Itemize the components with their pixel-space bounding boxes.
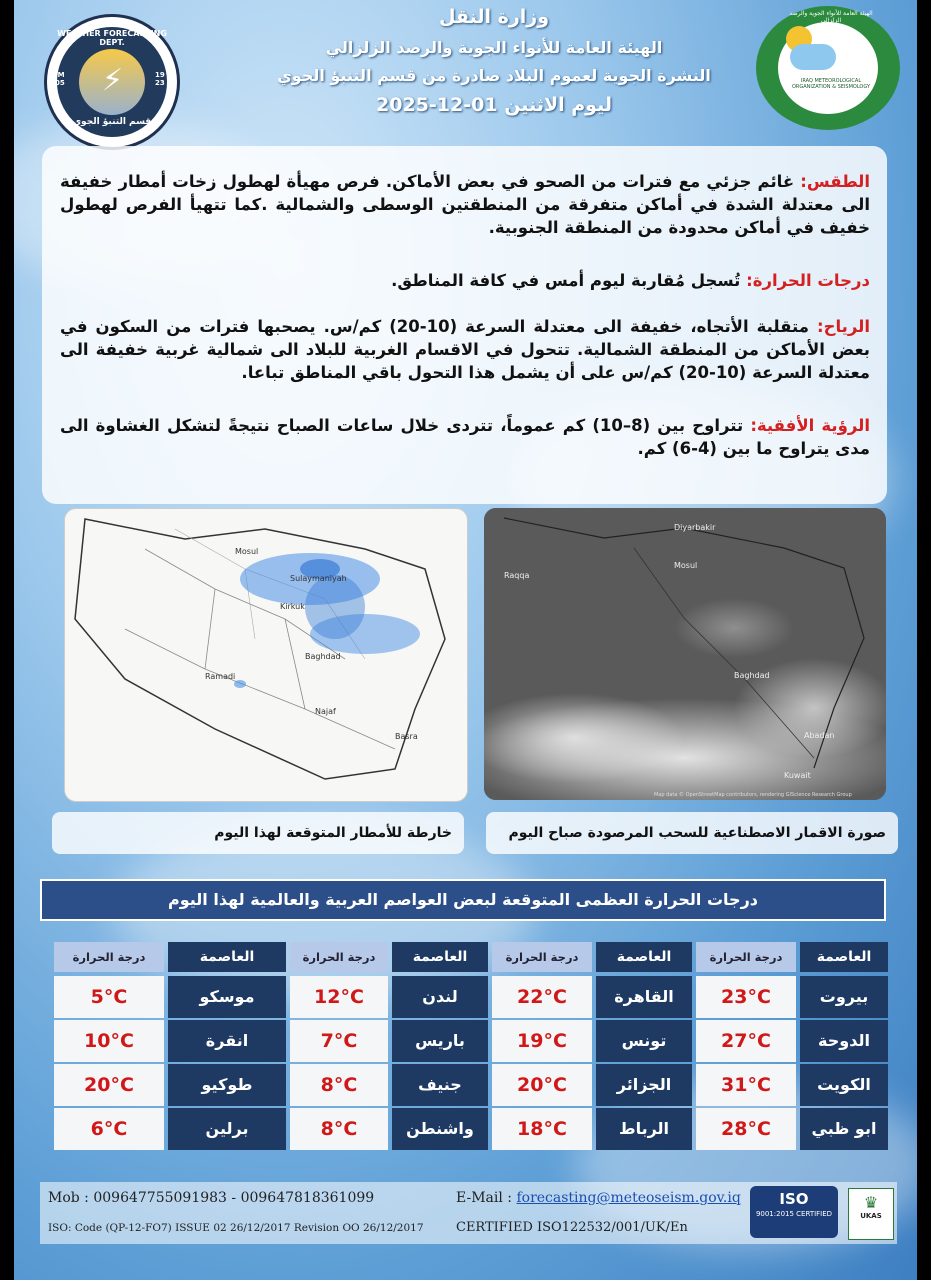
visibility-paragraph [60, 414, 870, 460]
temperature-header: درجة الحرارة [54, 942, 164, 972]
capital-name: باريس [392, 1020, 488, 1062]
iso-badge [750, 1186, 838, 1238]
rain-forecast-map [64, 508, 468, 802]
capital-name: الرباط [596, 1108, 692, 1150]
email-link[interactable]: forecasting@meteoseism.gov.iq [516, 1190, 741, 1206]
capital-name: طوكيو [168, 1064, 286, 1106]
sat-credit: Map data © OpenStreetMap contributors, rendering GIScience Research Group [654, 792, 852, 798]
sat-map-label: Kuwait [784, 771, 811, 780]
crown-icon: ♛ [863, 1193, 879, 1212]
temperature-header: درجة الحرارة [696, 942, 796, 972]
temperature-header: درجة الحرارة [492, 942, 592, 972]
wind-text: متقلبة الأتجاه، خفيفة الى معتدلة السرعة (10-20) كم/س. يصحبها فترات من السكون في بعض الأماكن من المنطقة الشمالية. تتحول في الاقسام الغربية للبلاد الى شمالية غربية خفيفة الى معتدلة السرعة (10-20) كم/س على أن يشمل هذا التحول باقي المناطق تباعا. [60, 317, 870, 382]
capital-temperature: 27°C [696, 1020, 796, 1062]
email-label: E-Mail : [456, 1190, 517, 1206]
capital-temperature: 18°C [492, 1108, 592, 1150]
rain-map-label: Sulaymaniyah [290, 574, 347, 583]
iso-code: ISO: Code (QP-12-FO7) ISSUE 02 26/12/2017 Revision OO 26/12/2017 [48, 1222, 424, 1234]
weather-text: غائم جزئي مع فترات من الصحو في بعض الأماكن. فرص مهيأة لهطول زخات أمطار خفيفة الى معتدلة الشدة في أماكن متفرقة من المنطقتين الوسطى والشمالية .كما تتهيأ الفرص لهطول خفيف في أماكن محدودة من المنطقة الجنوبية. [60, 172, 870, 237]
temperature-paragraph [60, 269, 870, 292]
capital-temperature: 31°C [696, 1064, 796, 1106]
capital-header: العاصمة [392, 942, 488, 972]
capital-temperature: 5°C [54, 976, 164, 1018]
ukas-logo [848, 1188, 894, 1240]
capital-temperature: 7°C [290, 1020, 388, 1062]
rain-map-caption: خارطة للأمطار المتوقعة لهذا اليوم [52, 812, 464, 854]
logo-year-b: 19 23 [155, 71, 165, 87]
bulletin-source: النشرة الجوية لعموم البلاد صادرة من قسم التنبؤ الجوي [277, 66, 711, 85]
logo-left-title: WEATHER FORECASTING DEPT. [57, 29, 167, 47]
capital-name: برلين [168, 1108, 286, 1150]
capital-temperature: 22°C [492, 976, 592, 1018]
capital-name: الدوحة [800, 1020, 888, 1062]
email-line [456, 1190, 741, 1206]
bulletin-date: ليوم الاثنين 01-12-2025 [376, 94, 612, 116]
capital-temperature: 10°C [54, 1020, 164, 1062]
capital-temperature: 28°C [696, 1108, 796, 1150]
logo-year-a: IM 05 [55, 71, 65, 87]
ministry-name: وزارة النقل [438, 6, 550, 28]
sat-map-label: Diyarbakir [674, 523, 716, 532]
capital-temperature: 23°C [696, 976, 796, 1018]
capital-temperature: 12°C [290, 976, 388, 1018]
capital-name: ابو ظبي [800, 1108, 888, 1150]
temperature-label: درجات الحرارة: [746, 271, 870, 290]
rain-map-label: Mosul [235, 547, 259, 556]
capital-name: انقرة [168, 1020, 286, 1062]
temperature-text: تُسجل مُقاربة ليوم أمس في كافة المناطق. [391, 271, 747, 290]
rain-map-label: Kirkuk [280, 602, 305, 611]
ukas-text: UKAS [860, 1212, 882, 1220]
cloud-icon [790, 44, 836, 70]
meteorological-org-logo [756, 6, 900, 130]
capital-name: موسكو [168, 976, 286, 1018]
sat-map-label: Raqqa [504, 571, 530, 580]
capital-name: القاهرة [596, 976, 692, 1018]
capital-temperature: 19°C [492, 1020, 592, 1062]
weather-paragraph [60, 170, 870, 239]
logo-right-org: IRAQ METEOROLOGICAL ORGANIZATION & SEISMOLOGY [791, 78, 871, 90]
iso-badge-sub: 9001:2015 CERTIFIED [755, 1210, 833, 1218]
capital-name: بيروت [800, 976, 888, 1018]
weather-label: الطقس: [800, 172, 870, 191]
capital-name: الجزائر [596, 1064, 692, 1106]
capital-name: لندن [392, 976, 488, 1018]
wind-label: الرياح: [817, 317, 870, 336]
capital-temperature: 6°C [54, 1108, 164, 1150]
wind-paragraph [60, 315, 870, 384]
rain-map-label: Baghdad [305, 652, 341, 661]
visibility-text: تتراوح بين (8–10) كم عموماً، تتردى خلال ساعات الصباح نتيجةً لتشكل الغشاوة الى مدى يتراوح ما بين (4-6) كم. [60, 416, 870, 458]
capital-name: جنيف [392, 1064, 488, 1106]
footer [40, 1182, 897, 1244]
capital-name: تونس [596, 1020, 692, 1062]
temperature-table-title: درجات الحرارة العظمى المتوقعة لبعض العواصم العربية والعالمية لهذا اليوم [40, 879, 886, 921]
capital-header: العاصمة [168, 942, 286, 972]
satellite-caption: صورة الاقمار الاصطناعية للسحب المرصودة صباح اليوم [486, 812, 898, 854]
sat-map-label: Abadan [804, 731, 835, 740]
rain-map-label: Basra [395, 732, 418, 741]
capital-name: واشنطن [392, 1108, 488, 1150]
capital-temperature: 20°C [54, 1064, 164, 1106]
rain-map-label: Ramadi [205, 672, 236, 681]
iso-badge-text: ISO [779, 1190, 809, 1208]
logo-left-arabic: قسم التنبؤ الجوي [72, 117, 152, 127]
lightning-icon: ⚡ [102, 63, 124, 98]
capital-temperature: 8°C [290, 1064, 388, 1106]
temperature-header: درجة الحرارة [290, 942, 388, 972]
sat-map-label: Baghdad [734, 671, 770, 680]
forecasting-dept-logo [44, 14, 180, 150]
capital-header: العاصمة [596, 942, 692, 972]
authority-name: الهيئة العامة للأنواء الجوية والرصد الزلزالي [325, 38, 663, 57]
certification: CERTIFIED ISO122532/001/UK/En [456, 1220, 688, 1235]
satellite-image [484, 508, 886, 800]
capital-header: العاصمة [800, 942, 888, 972]
capital-name: الكويت [800, 1064, 888, 1106]
capital-temperature: 8°C [290, 1108, 388, 1150]
bulletin-page [14, 0, 917, 1280]
visibility-label: الرؤية الأفقية: [750, 416, 870, 435]
capital-temperature: 20°C [492, 1064, 592, 1106]
sat-map-label: Mosul [674, 561, 698, 570]
mobile-numbers: Mob : 009647755091983 - 009647818361099 [48, 1190, 375, 1206]
rain-map-label: Najaf [315, 707, 336, 716]
logo-right-arabic: الهيئة العامة للأنواء الجوية والرصد الزلزالي [789, 10, 873, 24]
